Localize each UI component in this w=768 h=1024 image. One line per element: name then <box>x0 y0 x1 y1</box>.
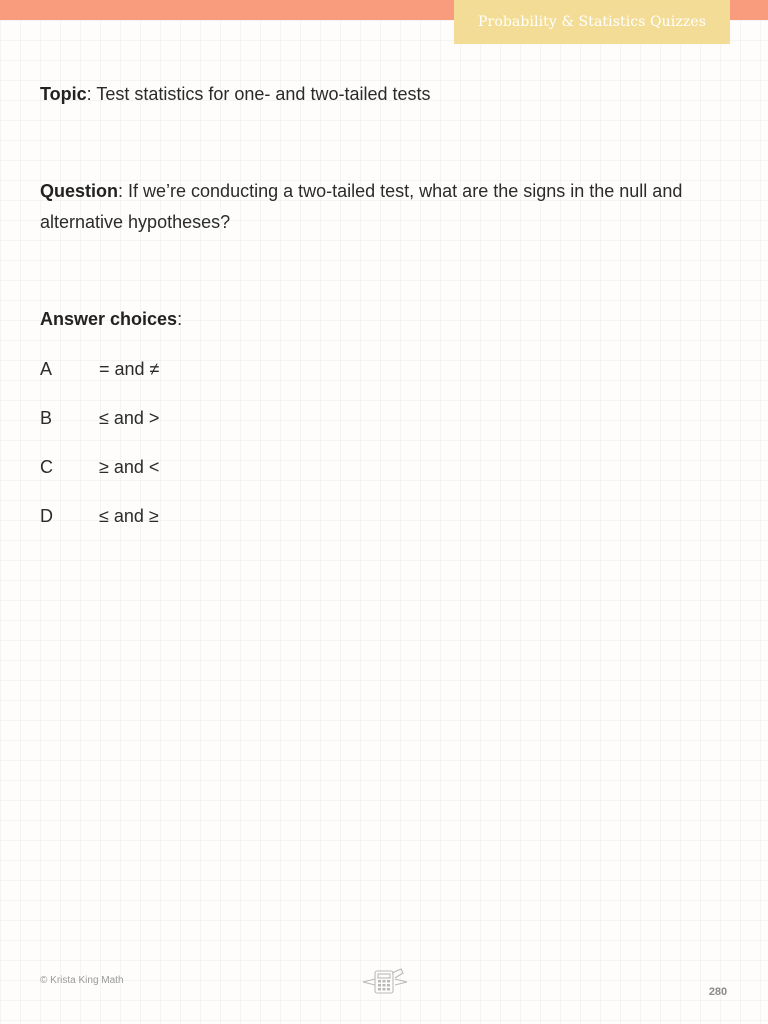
topic-line <box>40 79 431 110</box>
footer-copyright: © Krista King Math <box>40 975 124 986</box>
topic-label: Topic <box>40 84 87 104</box>
answer-choice-c <box>40 452 159 482</box>
answer-choice-b <box>40 403 159 433</box>
header-title: Probability & Statistics Quizzes <box>478 14 706 30</box>
answer-choices-label: Answer choices <box>40 309 178 329</box>
choice-letter: C <box>40 457 53 477</box>
question-label: Question <box>40 181 119 201</box>
answer-choices-heading <box>40 304 182 335</box>
header-tab <box>454 0 730 44</box>
choice-text: ≤ and > <box>99 408 160 428</box>
choice-text: ≤ and ≥ <box>99 506 159 526</box>
question-line <box>40 176 720 238</box>
choice-text: = and ≠ <box>99 359 160 379</box>
choice-letter: B <box>40 408 53 428</box>
topic-text: : Test statistics for one- and two-tailed tests <box>86 84 431 104</box>
question-text: : If we’re conducting a two-tailed test, what are the signs in the null and alternative hypotheses? <box>40 181 683 232</box>
choice-text: ≥ and < <box>99 457 160 477</box>
answer-choice-d <box>40 501 159 531</box>
choice-letter: A <box>40 359 53 379</box>
answer-choice-a <box>40 354 159 384</box>
calculator-pencil-icon <box>361 967 409 995</box>
choice-letter: D <box>40 506 53 526</box>
page-number: 280 <box>708 986 728 998</box>
answer-choices-colon: : <box>177 309 183 329</box>
